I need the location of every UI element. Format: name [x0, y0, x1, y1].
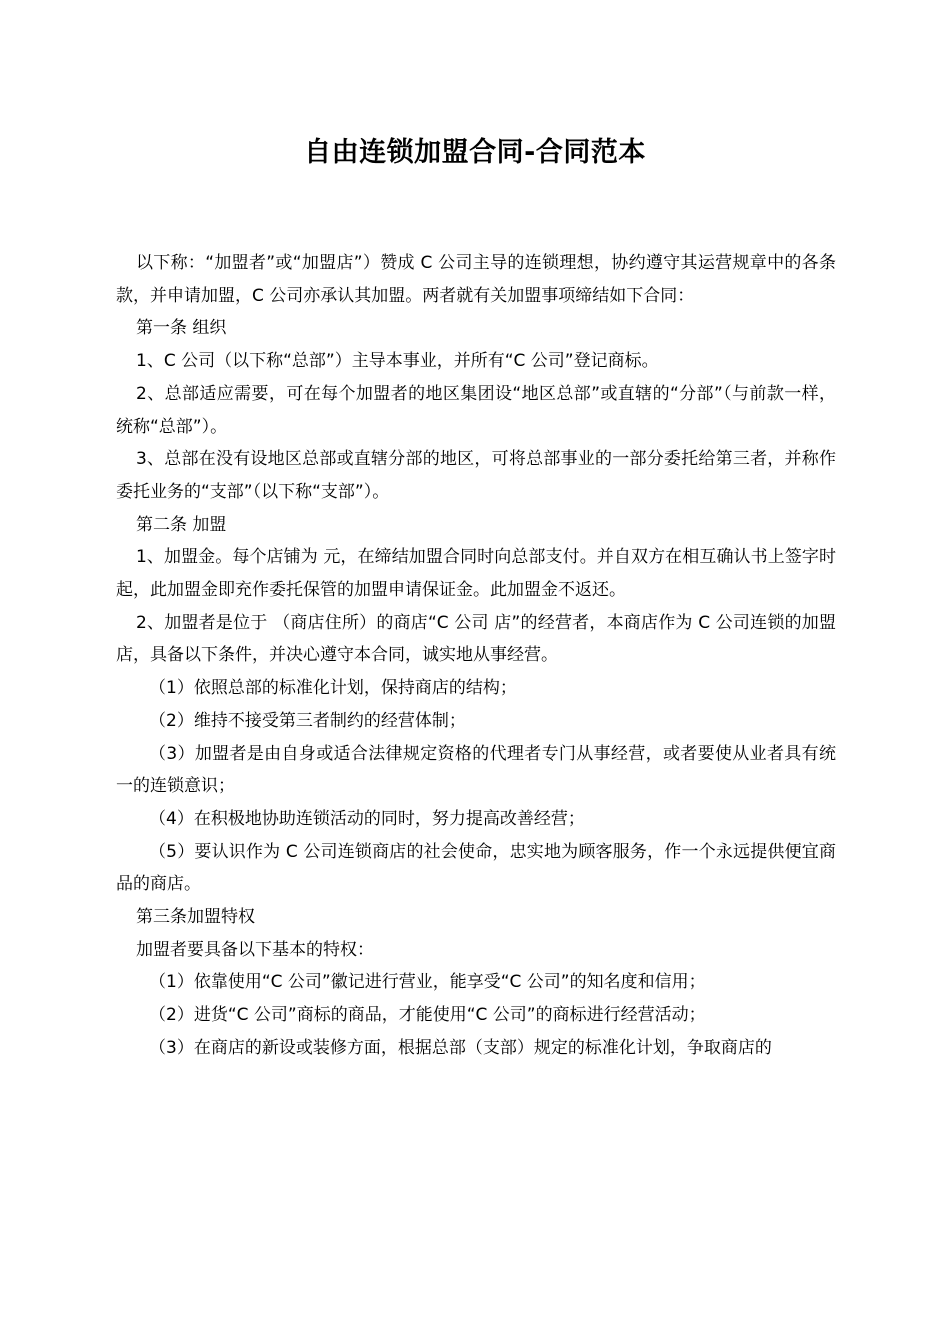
list-item: （3）加盟者是由自身或适合法律规定资格的代理者专门从事经营，或者要使从业者具有统一的连锁意识；: [116, 743, 836, 797]
paragraph-intro: 以下称：“加盟者”或“加盟店”）赞成 C 公司主导的连锁理想，协约遵守其运营规章中的各条款，并申请加盟，C 公司亦承认其加盟。两者就有关加盟事项缔结如下合同：: [116, 253, 836, 306]
list-item: （2）进货“C 公司”商标的商品，才能使用“C 公司”的商标进行经营活动；: [149, 1005, 706, 1026]
article-heading-1: 第一条 组织: [136, 318, 227, 339]
paragraph: 1、加盟金。每个店铺为 元，在缔结加盟合同时向总部支付。并自双方在相互确认书上签字时起，此加盟金即充作委托保管的加盟申请保证金。此加盟金不返还。: [116, 547, 836, 601]
paragraph: 3、总部在没有设地区总部或直辖分部的地区，可将总部事业的一部分委托给第三者，并称作委托业务的“支部”（以下称“支部”）。: [116, 449, 836, 502]
paragraph: 2、总部适应需要，可在每个加盟者的地区集团设“地区总部”或直辖的“分部”（与前款一样，统称“总部”）。: [116, 383, 836, 437]
list-item: （4）在积极地协助连锁活动的同时，努力提高改善经营；: [149, 808, 585, 829]
list-item: （1）依照总部的标准化计划，保持商店的结构；: [149, 678, 517, 699]
paragraph: 1、C 公司（以下称“总部”）主导本事业，并所有“C 公司”登记商标。: [136, 351, 659, 372]
paragraph: 2、加盟者是位于 （商店住所）的商店“C 公司 店”的经营者，本商店作为 C 公司连锁的加盟店，具备以下条件，并决心遵守本合同，诚实地从事经营。: [116, 612, 836, 666]
list-item: （5）要认识作为 C 公司连锁商店的社会使命，忠实地为顾客服务，作一个永远提供便宜商品的商店。: [116, 841, 836, 895]
document-title: 自由连锁加盟合同-合同范本: [304, 137, 646, 168]
article-heading-3: 第三条加盟特权: [136, 907, 255, 928]
document-body: [116, 247, 836, 1065]
list-item: （3）在商店的新设或装修方面，根据总部（支部）规定的标准化计划，争取商店的: [149, 1037, 772, 1058]
article-heading-2: 第二条 加盟: [136, 514, 227, 535]
list-item: （2）维持不接受第三者制约的经营体制；: [149, 710, 466, 731]
paragraph: 加盟者要具备以下基本的特权：: [136, 939, 374, 960]
list-item: （1）依靠使用“C 公司”徽记进行营业，能享受“C 公司”的知名度和信用；: [149, 972, 706, 993]
